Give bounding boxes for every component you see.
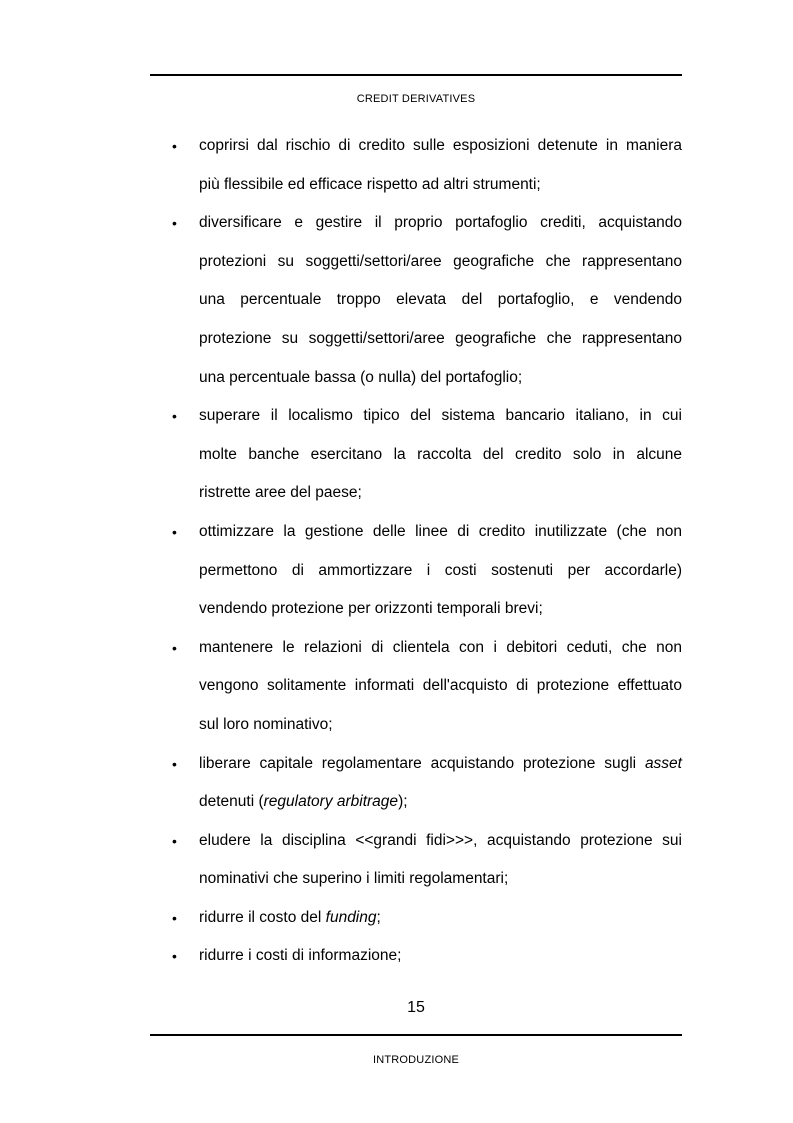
italic-term: asset: [644, 754, 682, 772]
text-line: una percentuale bassa (o nulla) del portafoglio;: [199, 368, 523, 386]
bullet-icon: •: [172, 215, 177, 232]
text-line: eludere la disciplina <<grandi fidi>>>, acquistando protezione sui: [199, 831, 682, 849]
text-line: [199, 745, 682, 784]
bullet-icon: •: [172, 832, 177, 849]
list-item: [172, 127, 682, 204]
list-item: [172, 397, 682, 513]
text-line: protezione su soggetti/settori/aree geografiche che rappresentano: [199, 329, 682, 347]
italic-term: regulatory arbitrage: [263, 793, 399, 811]
bullet-icon: •: [172, 408, 177, 425]
text-line: diversificare e gestire il proprio portafoglio crediti, acquistando: [199, 214, 682, 232]
text-segment: ;: [376, 908, 381, 926]
bullet-icon: •: [172, 948, 177, 965]
text-segment: ridurre il costo del: [199, 908, 326, 926]
list-item: [172, 629, 682, 745]
bullet-icon: •: [172, 138, 177, 154]
list-item: [172, 204, 682, 397]
text-line: vengono solitamente informati dell'acquisto di protezione effettuato: [199, 677, 682, 695]
text-line: vendendo protezione per orizzonti temporali brevi;: [199, 600, 543, 618]
bullet-icon: •: [172, 909, 177, 926]
text-line: ottimizzare la gestione delle linee di credito inutilizzate (che non: [199, 522, 682, 540]
page-number: 15: [407, 999, 425, 1016]
list-item: [172, 822, 682, 899]
running-footer: INTRODUZIONE: [372, 1054, 460, 1066]
running-header: CREDIT DERIVATIVES: [356, 93, 476, 105]
text-line: sul loro nominativo;: [199, 715, 333, 733]
text-line: ristrette aree del paese;: [199, 484, 362, 502]
text-line: mantenere le relazioni di clientela con i debitori ceduti, che non: [199, 638, 682, 656]
text-line: più flessibile ed efficace rispetto ad altri strumenti;: [199, 175, 541, 193]
text-line: superare il localismo tipico del sistema bancario italiano, in cui: [199, 407, 682, 425]
text-line: molte banche esercitano la raccolta del credito solo in alcune: [199, 445, 682, 463]
text-segment: );: [398, 793, 408, 811]
bullet-icon: •: [172, 755, 177, 772]
text-line: [199, 899, 682, 938]
text-segment: detenuti (: [199, 793, 264, 811]
text-line: nominativi che superino i limiti regolamentari;: [199, 870, 509, 888]
text-line: [199, 783, 682, 822]
list-item: [172, 899, 682, 938]
italic-term: funding: [325, 908, 377, 926]
list-item: [172, 513, 682, 629]
text-line: permettono di ammortizzare i costi sostenuti per accordarle): [199, 561, 682, 579]
text-line: protezioni su soggetti/settori/aree geografiche che rappresentano: [199, 252, 682, 270]
bullet-list: [172, 127, 682, 976]
list-item: [172, 937, 682, 976]
header-rule: [150, 74, 682, 76]
text-segment: liberare capitale regolamentare acquistando protezione sugli: [199, 754, 645, 772]
bullet-icon: •: [172, 523, 177, 540]
text-line: ridurre i costi di informazione;: [199, 947, 402, 965]
bullet-icon: •: [172, 639, 177, 656]
text-line: coprirsi dal rischio di credito sulle esposizioni detenute in maniera: [199, 137, 682, 154]
text-line: una percentuale troppo elevata del portafoglio, e vendendo: [199, 291, 682, 309]
footer-rule: [150, 1034, 682, 1036]
list-item: [172, 745, 682, 822]
